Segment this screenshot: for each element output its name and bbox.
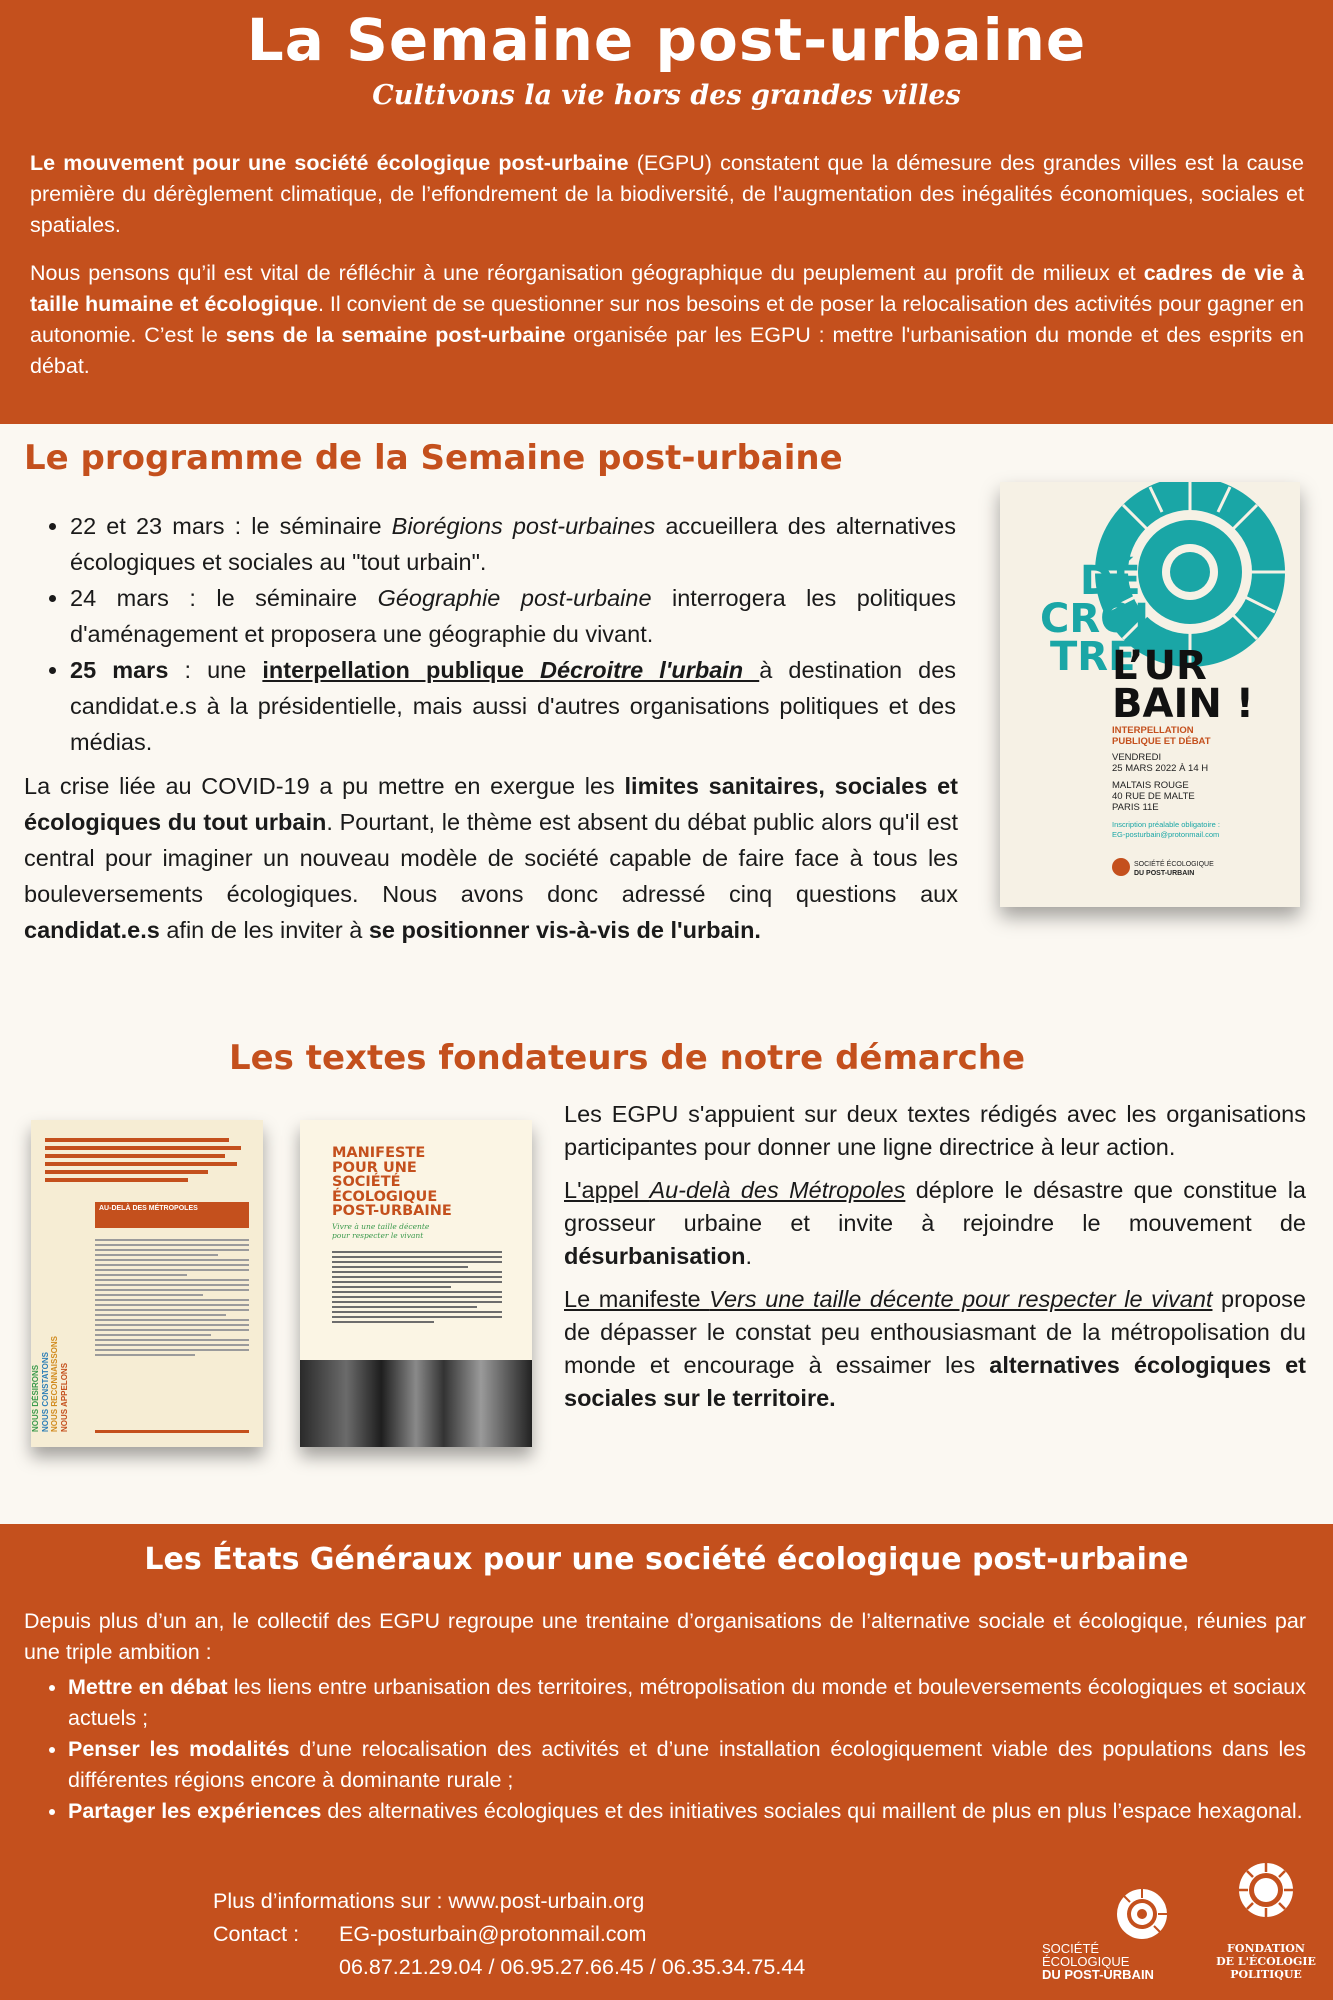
intro-text [30,148,1304,399]
hero-banner [0,0,1333,424]
manifeste-document-thumbnail [300,1120,532,1447]
fond-bold-3d: alternatives écologiques et sociales sur le territoire. [564,1352,1306,1411]
poster-place-3: PARIS 11E [1112,802,1159,813]
link-text: interpellation publique [262,657,540,683]
programme-title: Le programme de la Semaine post-urbaine [24,438,843,478]
intro-bold-2b: cadres de vie à taille humaine et écologique [30,261,1305,316]
poster-place-1: MALTAIS ROUGE [1112,780,1189,791]
contact-row [213,1918,805,1984]
fondation-logo [1216,1862,1316,1996]
item1-italic: Biorégions post-urbaines [391,513,656,539]
fond-bold-2d: désurbanisation [564,1243,746,1269]
item1-text-end: accueillera des alternatives écologiques et sociales au "tout urbain". [70,513,956,575]
poster-event-2: PUBLIQUE ET DÉBAT [1112,736,1211,747]
doc2-title-2: POUR UNE [332,1159,417,1176]
fond-text-3c: propose de dépasser le constat peu enthousiasmant de la métropolisation du monde et encourage à essaimer les [564,1286,1306,1378]
event-poster [1000,482,1300,907]
doc2-title-4: ÉCOLOGIQUE [332,1188,438,1205]
poster-word-lur: L’UR [1112,643,1207,689]
appel-link[interactable] [564,1177,905,1203]
poster-event-1: INTERPELLATION [1112,725,1194,736]
item2-text-end: interrogera les politiques d'aménagement et proposera une géographie du vivant. [70,585,956,647]
covid-text-c: . Pourtant, le thème est absent du débat public alors qu'il est central pour imaginer un nouveau modèle de société capable de faire face à tous les bouleversements écologiques. Nous avons donc adressé cinq questions aux [24,809,958,907]
interpellation-link[interactable] [262,657,759,683]
doc1-vert-1: NOUS DÉSIRONS [31,1364,40,1432]
fond-text-2e: . [745,1243,753,1269]
poster-word-de: DÉ [1080,558,1141,604]
item3-text: : une [168,657,263,683]
covid-bold-b: limites sanitaires, sociales et écologiques du tout urbain [24,773,958,835]
fondation-logo-line-2: DE L'ÉCOLOGIE [1216,1955,1316,1968]
appel-link-text: L'appel [564,1177,650,1203]
programme-item-3 [70,652,956,760]
societe-logo [1042,1888,1182,1988]
doc2-subtitle-1: Vivre à une taille décente [332,1222,430,1231]
item2-text: 24 mars : le séminaire [70,585,378,611]
doc2-body-lines [332,1248,502,1326]
covid-text-a: La crise liée au COVID-19 a pu mettre en exergue les [24,773,625,799]
doc1-band [95,1202,249,1228]
intro-text-2e: organisée par les EGPU : mettre l'urbanisation du monde et des esprits en débat. [30,323,1305,378]
intro-paragraph-1 [30,148,1304,241]
societe-logo-line-2: ÉCOLOGIQUE [1042,1954,1130,1969]
poster-logo-icon [1112,858,1130,876]
etats-intro: Depuis plus d’un an, le collectif des EGPU regroupe une trentaine d’organisations de l’alternative sociale et écologique, réunies par une triple ambition : [24,1609,1306,1664]
etats-title: Les États Généraux pour une société écologique post-urbaine [144,1542,1189,1577]
fondation-logo-line-1: FONDATION [1227,1942,1305,1955]
doc1-vert-3: NOUS RECONNAISSONS [50,1335,59,1432]
intro-bold-2d: sens de la semaine post-urbaine [225,323,566,347]
poster-inscription-1: Inscription préalable obligatoire : [1112,820,1220,829]
manifeste-link[interactable] [564,1286,1212,1312]
item1-text: 22 et 23 mars : le séminaire [70,513,392,539]
doc2-photo [300,1360,532,1447]
doc2-title-3: SOCIÉTÉ [332,1174,401,1190]
doc1-band-title: AU-DELÀ DES MÉTROPOLES [99,1205,198,1212]
etats-item-1 [68,1672,1306,1734]
page-title: La Semaine post-urbaine [246,6,1087,74]
fondateurs-title: Les textes fondateurs de notre démarche [228,1038,1026,1078]
societe-logo-line-1: SOCIÉTÉ [1042,1941,1100,1956]
intro-text-1: (EGPU) constatent que la démesure des grandes villes est la cause première du dérèglement climatique, de l’effondrement de la biodiversité, de l'augmentation des inégalités économiques, sociales et spatiales. [30,151,1304,237]
contact-label: Contact : [213,1922,300,1946]
fondateurs-text [564,1098,1306,1425]
fondateurs-paragraph-3 [564,1283,1306,1415]
societe-logo-line-3: DU POST-URBAIN [1042,1967,1154,1982]
doc1-vertical-words [31,1302,69,1432]
fond-text-2c: déplore le désastre que constitue la grosseur urbaine et invite à rejoindre le mouvement de [564,1177,1306,1236]
poster-place-2: 40 RUE DE MALTE [1112,791,1195,802]
intro-bold-1: Le mouvement pour une société écologique post-urbaine [30,151,629,175]
fondateurs-paragraph-2 [564,1174,1306,1273]
etats-text-3: des alternatives écologiques et des initiatives sociales qui maillent de plus en plus l’espace hexagonal. [321,1799,1303,1823]
poster-org-2: DU POST-URBAIN [1134,870,1195,877]
contact-phones: 06.87.21.29.04 / 06.95.27.66.45 / 06.35.34.75.44 [339,1955,806,1979]
covid-paragraph [24,768,958,948]
contact-email[interactable]: EG-posturbain@protonmail.com [339,1922,647,1946]
manifeste-link-italic: Vers une taille décente pour respecter le vivant [709,1286,1213,1312]
doc2-title-1: MANIFESTE [332,1145,426,1161]
etats-bold-2: Penser les modalités [68,1737,290,1761]
etats-item-3 [68,1796,1306,1827]
etats-bold-3: Partager les expériences [68,1799,322,1823]
page-subtitle: Cultivons la vie hors des grandes villes [372,80,961,111]
poster-word-croi: CROI [1040,596,1150,642]
appel-document-thumbnail [31,1120,263,1447]
poster-date-1: VENDREDI [1112,752,1162,763]
doc1-footer-line [95,1430,249,1433]
fondation-logo-icon [1238,1862,1294,1918]
intro-paragraph-2 [30,258,1304,382]
website-info[interactable]: Plus d’informations sur : www.post-urbain.org [213,1889,645,1913]
etats-text-1: les liens entre urbanisation des territoires, métropolisation du monde et bouleversements écologiques et sociaux actuels ; [68,1675,1307,1730]
link-italic: Décroitre l'urbain [539,657,760,683]
item2-italic: Géographie post-urbaine [377,585,652,611]
poster-inscription-2: EG-posturbain@protonmail.com [1112,830,1220,839]
fondation-logo-line-3: POLITIQUE [1230,1968,1302,1981]
etats-text-2: d’une relocalisation des activités et d’une installation écologiquement viable des populations dans les différentes régions encore à dominante rurale ; [68,1737,1306,1792]
item3-date: 25 mars [70,657,169,683]
contact-block [213,1885,805,1984]
programme-item-1 [70,508,956,580]
etats-bold-1: Mettre en débat [68,1675,228,1699]
covid-bold-f: se positionner vis-à-vis de l'urbain. [368,917,761,943]
doc2-title-5: POST-URBAINE [332,1203,452,1219]
doc1-body-lines [95,1236,249,1359]
societe-logo-icon [1116,1888,1168,1940]
programme-item-2 [70,580,956,652]
manifeste-link-text: Le manifeste [564,1286,710,1312]
poster-date-2: 25 MARS 2022 À 14 H [1112,763,1209,774]
appel-link-italic: Au-delà des Métropoles [649,1177,906,1203]
poster-word-tre: TRE [1050,634,1136,680]
etats-list [24,1672,1306,1827]
fondateurs-paragraph-1: Les EGPU s'appuient sur deux textes rédigés avec les organisations participantes pour donner une ligne directrice à leur action. [564,1101,1306,1160]
intro-text-2c: . Il convient de se questionner sur nos besoins et de poser la relocalisation des activités pour gagner en autonomie. C’est le [30,292,1304,347]
item3-text-end: à destination des candidat.e.s à la présidentielle, mais aussi d'autres organisations politiques et des médias. [70,657,957,755]
doc1-vert-2: NOUS CONSTATONS [40,1351,50,1432]
covid-bold-d: candidat.e.s [24,917,160,943]
doc1-vert-4: NOUS APPELONS [59,1362,69,1432]
poster-org-1: SOCIÉTÉ ÉCOLOGIQUE [1134,861,1214,868]
etats-item-2 [68,1734,1306,1796]
intro-text-2a: Nous pensons qu’il est vital de réfléchir à une réorganisation géographique du peuplement au profit de milieux et [30,261,1144,285]
covid-text-e: afin de les inviter à [159,917,369,943]
poster-word-bain: BAIN ! [1112,681,1254,727]
doc2-subtitle-2: pour respecter le vivant [332,1231,424,1240]
programme-list [24,508,956,760]
